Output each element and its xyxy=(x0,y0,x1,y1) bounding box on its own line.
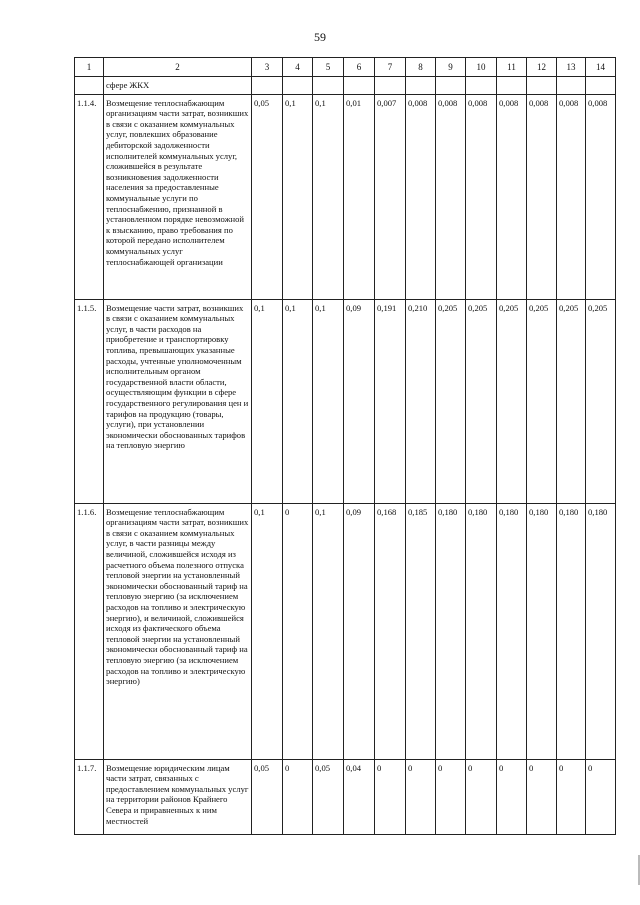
column-header: 11 xyxy=(497,58,527,77)
table-row xyxy=(75,759,616,834)
row-value: 0 xyxy=(436,759,466,834)
row-value: 0,05 xyxy=(252,94,283,299)
row-value xyxy=(436,77,466,95)
table-row xyxy=(75,299,616,503)
row-value: 0,205 xyxy=(466,299,497,503)
row-value: 0,1 xyxy=(283,299,313,503)
row-value: 0,05 xyxy=(313,759,344,834)
column-header: 7 xyxy=(375,58,406,77)
row-value: 0,1 xyxy=(252,299,283,503)
budget-table xyxy=(74,57,616,835)
row-value: 0,205 xyxy=(527,299,557,503)
row-description: Возмещение теплоснабжающим организациям части затрат, возникших в связи с оказанием коммунальных услуг, повлекших образование дебиторской задолженности исполнителей коммунальных услуг, сложившейся в результате возникновения задолженности населения за предоставленные коммунальные услуги по теплоснабжению, признанной в установленном порядке невозможной к взысканию, право требования по которой передано исполнителем коммунальных услуг теплоснабжающей организации xyxy=(104,94,252,299)
row-value: 0,09 xyxy=(344,503,375,759)
column-header: 9 xyxy=(436,58,466,77)
row-number xyxy=(75,77,104,95)
row-number: 1.1.6. xyxy=(75,503,104,759)
row-value: 0 xyxy=(586,759,616,834)
row-value xyxy=(283,77,313,95)
row-value: 0,185 xyxy=(406,503,436,759)
row-value: 0,205 xyxy=(586,299,616,503)
column-header: 12 xyxy=(527,58,557,77)
row-value xyxy=(466,77,497,95)
row-value: 0,007 xyxy=(375,94,406,299)
row-value: 0,168 xyxy=(375,503,406,759)
row-value xyxy=(344,77,375,95)
column-header: 3 xyxy=(252,58,283,77)
row-value: 0 xyxy=(406,759,436,834)
row-value: 0,205 xyxy=(436,299,466,503)
row-value: 0,1 xyxy=(252,503,283,759)
row-value xyxy=(497,77,527,95)
row-value: 0,205 xyxy=(557,299,586,503)
row-value: 0,008 xyxy=(497,94,527,299)
table-row xyxy=(75,503,616,759)
row-value: 0 xyxy=(283,503,313,759)
row-value: 0,008 xyxy=(557,94,586,299)
row-description: сфере ЖКХ xyxy=(104,77,252,95)
column-header: 10 xyxy=(466,58,497,77)
row-value: 0 xyxy=(527,759,557,834)
column-header: 14 xyxy=(586,58,616,77)
table-header-row xyxy=(75,58,616,77)
row-value: 0,1 xyxy=(313,503,344,759)
row-value xyxy=(406,77,436,95)
row-value: 0 xyxy=(375,759,406,834)
table-row xyxy=(75,77,616,95)
column-header: 1 xyxy=(75,58,104,77)
row-value xyxy=(252,77,283,95)
column-header: 6 xyxy=(344,58,375,77)
column-header: 5 xyxy=(313,58,344,77)
row-value xyxy=(586,77,616,95)
row-value: 0,1 xyxy=(313,94,344,299)
row-value: 0,180 xyxy=(557,503,586,759)
row-value xyxy=(527,77,557,95)
row-value: 0,1 xyxy=(283,94,313,299)
row-value: 0,180 xyxy=(527,503,557,759)
row-value: 0,008 xyxy=(406,94,436,299)
row-value: 0,191 xyxy=(375,299,406,503)
column-header: 4 xyxy=(283,58,313,77)
row-value xyxy=(313,77,344,95)
row-value: 0 xyxy=(497,759,527,834)
row-value: 0,210 xyxy=(406,299,436,503)
row-value: 0,008 xyxy=(436,94,466,299)
row-value: 0,180 xyxy=(586,503,616,759)
column-header: 2 xyxy=(104,58,252,77)
row-value: 0 xyxy=(557,759,586,834)
row-value: 0,09 xyxy=(344,299,375,503)
row-description: Возмещение юридическим лицам части затрат, связанных с предоставлением коммунальных услуг на территории районов Крайнего Севера и приравненных к ним местностей xyxy=(104,759,252,834)
column-header: 13 xyxy=(557,58,586,77)
row-value: 0 xyxy=(283,759,313,834)
row-value: 0,008 xyxy=(527,94,557,299)
row-number: 1.1.7. xyxy=(75,759,104,834)
row-value xyxy=(375,77,406,95)
row-description: Возмещение части затрат, возникших в связи с оказанием коммунальных услуг, в части расходов на приобретение и транспортировку топлива, превышающих указанные расходы, учтенные уполномоченным исполнительным органом государственной власти области, осуществляющим функции в сфере государственного регулирования цен и тарифов на продукцию (товары, услуги), при установлении экономически обоснованных тарифов на тепловую энергию xyxy=(104,299,252,503)
row-value: 0,04 xyxy=(344,759,375,834)
row-value: 0,180 xyxy=(497,503,527,759)
table-row xyxy=(75,94,616,299)
column-header: 8 xyxy=(406,58,436,77)
row-value: 0 xyxy=(466,759,497,834)
row-value: 0,1 xyxy=(313,299,344,503)
row-number: 1.1.4. xyxy=(75,94,104,299)
row-value: 0,180 xyxy=(436,503,466,759)
row-value: 0,180 xyxy=(466,503,497,759)
row-value: 0,205 xyxy=(497,299,527,503)
row-value: 0,008 xyxy=(466,94,497,299)
row-description: Возмещение теплоснабжающим организациям части затрат, возникших в связи с оказанием коммунальных услуг, в части разницы между величиной, сложившейся исходя из расчетного объема полезного отпуска тепловой энергии на установленный экономически обоснованный тариф на тепловую энергию (за исключением расходов на топливо и электрическую энергию), и величиной, сложившейся исходя из фактического объема тепловой энергии на установленный экономически обоснованный тариф на тепловую энергию (за исключением расходов на топливо и электрическую энергию) xyxy=(104,503,252,759)
row-number: 1.1.5. xyxy=(75,299,104,503)
row-value xyxy=(557,77,586,95)
row-value: 0,01 xyxy=(344,94,375,299)
row-value: 0,008 xyxy=(586,94,616,299)
page-number: 59 xyxy=(314,30,326,44)
row-value: 0,05 xyxy=(252,759,283,834)
